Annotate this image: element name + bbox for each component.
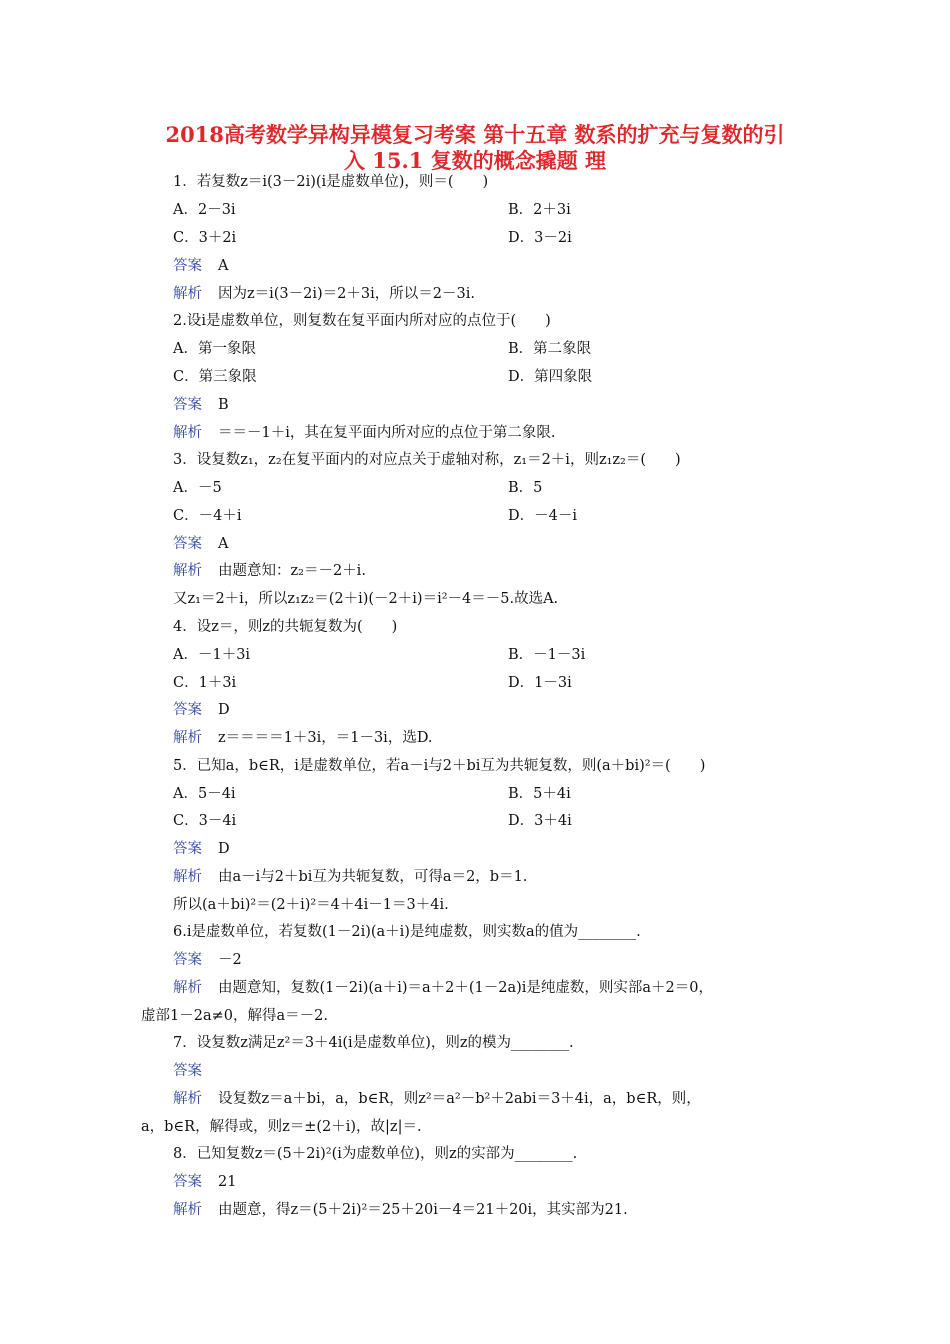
q1-option-b: B．2＋3i [508,202,571,218]
q3-analysis [173,561,366,581]
answer-label: 答案 [173,258,202,274]
analysis-label: 解析 [173,980,202,996]
q8-analysis [173,1200,628,1220]
q2-analysis [173,423,555,443]
q3-answer-value: A [218,536,229,552]
q2-option-b: B．第二象限 [508,341,592,357]
q4-answer [173,700,230,720]
q3-analysis-continued: 又z₁＝2＋i，所以z₁z₂＝(2＋i)(－2＋i)＝i²－4＝－5.故选A. [173,591,559,607]
q8-analysis-text: 由题意，得z＝(5＋2i)²＝25＋20i－4＝21＋20i，其实部为21. [218,1202,628,1218]
q7-stem: 7．设复数z满足z²＝3＋4i(i是虚数单位)，则z的模为________. [173,1035,574,1051]
q1-option-d: D．3－2i [508,230,572,246]
q8-answer [173,1172,236,1192]
q4-stem: 4．设z＝，则z的共轭复数为( ) [173,619,398,635]
answer-label: 答案 [173,536,202,552]
q4-analysis [173,728,433,748]
title-line-1: 2018高考数学异构异模复习考案 第十五章 数系的扩充与复数的引 [165,122,785,147]
q5-option-c: C．3－4i [173,813,237,829]
q1-option-a: A．2－3i [173,202,236,218]
analysis-label: 解析 [173,425,202,441]
q6-answer [173,950,242,970]
q1-answer [173,256,228,276]
q1-stem: 1．若复数z＝i(3－2i)(i是虚数单位)，则＝( ) [173,174,489,190]
q5-analysis-text: 由a－i与2＋bi互为共轭复数，可得a＝2，b＝1. [218,869,528,885]
q5-option-a: A．5－4i [173,786,236,802]
q3-option-a: A．－5 [173,480,222,496]
q2-option-d: D．第四象限 [508,369,593,385]
q4-option-b: B．－1－3i [508,647,586,663]
q4-option-a: A．－1＋3i [173,647,251,663]
q3-answer [173,534,228,554]
q7-analysis-continued: a，b∈R，解得或，则z＝±(2＋i)，故|z|＝. [141,1119,422,1135]
q5-option-d: D．3＋4i [508,813,572,829]
q5-analysis-continued: 所以(a＋bi)²＝(2＋i)²＝4＋4i－1＝3＋4i. [173,897,449,913]
q7-analysis [173,1089,701,1109]
q5-answer [173,839,230,859]
analysis-label: 解析 [173,286,202,302]
analysis-label: 解析 [173,1091,202,1107]
q2-analysis-text: ＝＝－1＋i，其在复平面内所对应的点位于第二象限. [218,425,556,441]
q8-answer-value: 21 [218,1174,237,1190]
answer-label: 答案 [173,702,202,718]
q2-answer [173,395,229,415]
q6-analysis-text: 由题意知，复数(1－2i)(a＋i)＝a＋2＋(1－2a)i是纯虚数，则实部a＋2＝0， [218,980,714,996]
q3-option-d: D．－4－i [508,508,577,524]
q4-option-d: D．1－3i [508,675,572,691]
q6-stem: 6.i是虚数单位，若复数(1－2i)(a＋i)是纯虚数，则实数a的值为________. [173,924,641,940]
q3-stem: 3．设复数z₁，z₂在复平面内的对应点关于虚轴对称，z₁＝2＋i，则z₁z₂＝( ) [173,452,681,468]
q6-answer-value: －2 [218,952,242,968]
q1-analysis [173,284,475,304]
q5-option-b: B．5＋4i [508,786,571,802]
analysis-label: 解析 [173,730,202,746]
q4-answer-value: D [218,702,230,718]
q7-analysis-text: 设复数z＝a＋bi，a，b∈R，则z²＝a²－b²＋2abi＝3＋4i，a，b∈R，则， [218,1091,701,1107]
answer-label: 答案 [173,1174,202,1190]
analysis-label: 解析 [173,1202,202,1218]
q2-option-c: C．第三象限 [173,369,257,385]
analysis-label: 解析 [173,869,202,885]
q6-analysis [173,978,713,998]
q4-analysis-text: z＝＝＝＝1＋3i，＝1－3i，选D. [218,730,433,746]
analysis-label: 解析 [173,563,202,579]
answer-label: 答案 [173,841,202,857]
q1-answer-value: A [218,258,229,274]
q6-analysis-continued: 虚部1－2a≠0，解得a＝－2. [141,1008,328,1024]
q5-analysis [173,867,527,887]
q7-answer [173,1061,218,1081]
answer-label: 答案 [173,952,202,968]
answer-label: 答案 [173,397,202,413]
q2-stem: 2.设i是虚数单位，则复数在复平面内所对应的点位于( ) [173,313,551,329]
q2-answer-value: B [218,397,229,413]
q3-analysis-text: 由题意知：z₂＝－2＋i. [218,563,366,579]
q3-option-c: C．－4＋i [173,508,242,524]
q5-answer-value: D [218,841,230,857]
q4-option-c: C．1＋3i [173,675,237,691]
title-line-2: 入 15.1 复数的概念撬题 理 [343,148,607,173]
q2-option-a: A．第一象限 [173,341,256,357]
answer-label: 答案 [173,1063,202,1079]
q8-stem: 8．已知复数z＝(5＋2i)²(i为虚数单位)，则z的实部为________. [173,1146,578,1162]
q5-stem: 5．已知a，b∈R，i是虚数单位，若a－i与2＋bi互为共轭复数，则(a＋bi)²＝( ) [173,758,706,774]
q1-analysis-text: 因为z＝i(3－2i)＝2＋3i，所以＝2－3i. [218,286,475,302]
q1-option-c: C．3＋2i [173,230,237,246]
q3-option-b: B．5 [508,480,543,496]
